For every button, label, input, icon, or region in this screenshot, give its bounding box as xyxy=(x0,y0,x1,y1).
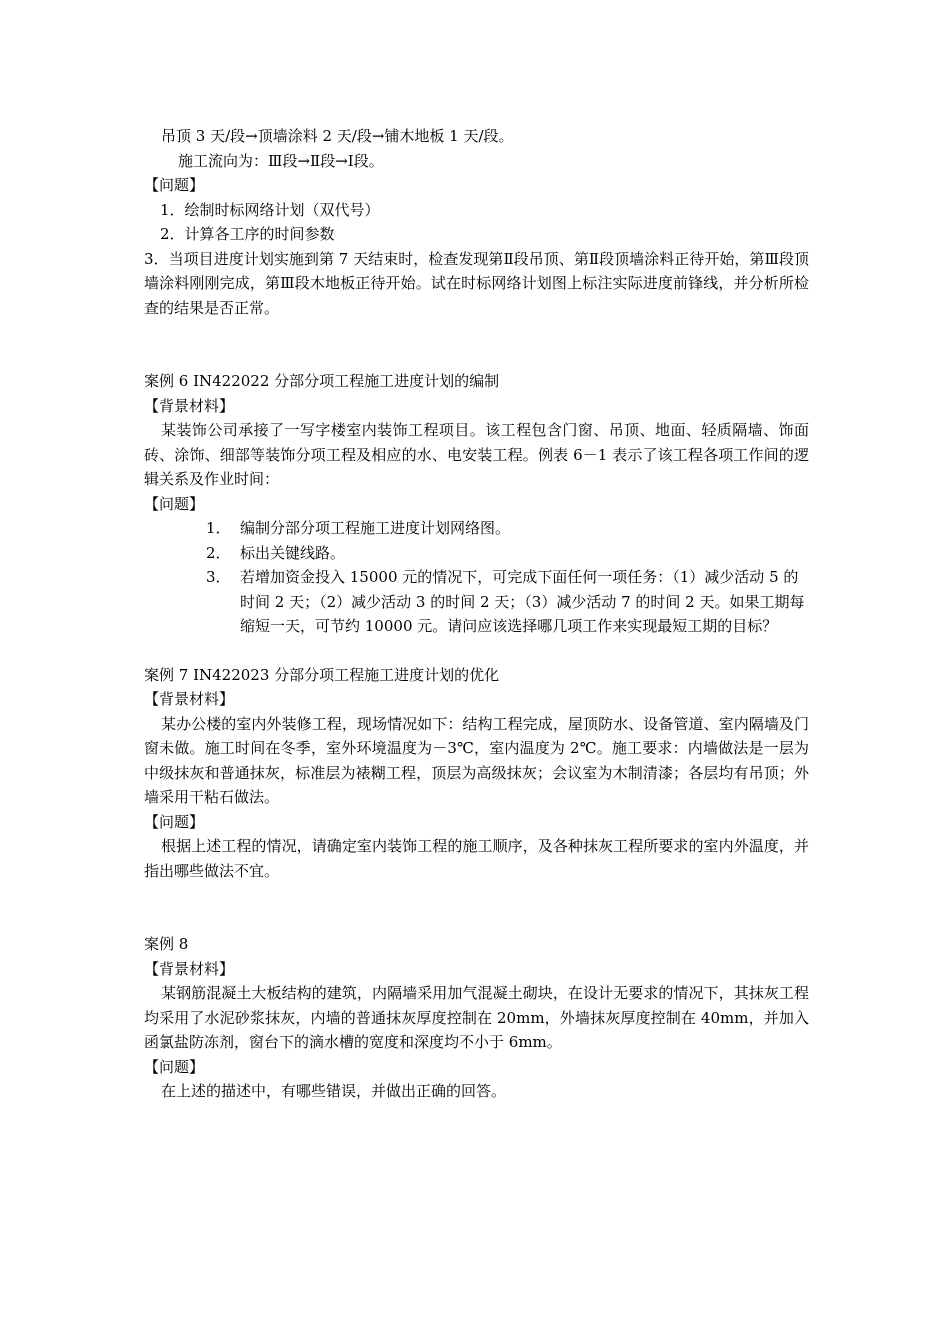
question-text: 根据上述工程的情况，请确定室内装饰工程的施工顺序，及各种抹灰工程所要求的室内外温度，并指出哪些做法不宜。 xyxy=(144,837,809,880)
question-text: 编制分部分项工程施工进度计划网络图。 xyxy=(240,519,511,537)
question-item: 3．当项目进度计划实施到第 7 天结束时，检查发现第Ⅱ段吊顶、第Ⅱ段顶墙涂料正待开始，第Ⅲ段顶墙涂料刚刚完成，第Ⅲ段木地板正待开始。试在时标网络计划图上标注实际进度前锋线，并分析所检查的结果是否正常。 xyxy=(144,249,809,317)
question-header: 【问题】 xyxy=(144,176,205,194)
question-text: 若增加资金投入 15000 元的情况下，可完成下面任何一项任务：（1）减少活动 5 的时间 2 天；（2）减少活动 3 的时间 2 天；（3）减少活动 7 的时间 2 天。如果工期每缩短一天，可节约 10000 元。请问应该选择哪几项工作来实现最短工期的目标？ xyxy=(240,568,805,635)
background-header: 【背景材料】 xyxy=(144,396,235,415)
question-number: 1． xyxy=(206,519,231,537)
background-header: 【背景材料】 xyxy=(144,690,235,708)
question-text: 标出关键线路。 xyxy=(240,543,346,562)
schedule-line: 吊顶 3 天/段→顶墙涂料 2 天/段→铺木地板 1 天/段。 xyxy=(161,127,514,145)
question-item xyxy=(206,516,809,541)
question-header: 【问题】 xyxy=(144,494,205,513)
document-body xyxy=(144,124,809,1104)
question-header: 【问题】 xyxy=(144,1057,205,1076)
background-text: 某钢筋混凝土大板结构的建筑，内隔墙采用加气混凝土砌块，在设计无要求的情况下，其抹灰工程均采用了水泥砂浆抹灰，内墙的普通抹灰厚度控制在 20mm，外墙抹灰厚度控制在 40mm，并加入函氯盐防冻剂，窗台下的滴水槽的宽度和深度均不小于 6mm。 xyxy=(144,984,809,1051)
question-item xyxy=(206,565,809,639)
case8-title: 案例 8 xyxy=(144,935,189,953)
question-item: 1．绘制时标网络计划（双代号） xyxy=(160,200,380,219)
background-header: 【背景材料】 xyxy=(144,959,235,978)
question-number: 2． xyxy=(206,543,231,562)
question-item xyxy=(206,541,809,566)
question-header: 【问题】 xyxy=(144,812,205,831)
case7-title: 案例 7 IN422023 分部分项工程施工进度计划的优化 xyxy=(144,665,500,684)
question-number: 3． xyxy=(206,568,231,586)
background-text: 某装饰公司承接了一写字楼室内装饰工程项目。该工程包含门窗、吊顶、地面、轻质隔墙、饰面砖、涂饰、细部等装饰分项工程及相应的水、电安装工程。例表 6－1 表示了该工程各项工作间的逻辑关系及作业时间： xyxy=(144,421,809,488)
question-list xyxy=(144,516,809,639)
question-item: 2．计算各工序的时间参数 xyxy=(160,225,335,243)
flow-direction-line: 施工流向为：Ⅲ段→Ⅱ段→Ⅰ段。 xyxy=(178,151,384,170)
question-text: 在上述的描述中，有哪些错误，并做出正确的回答。 xyxy=(161,1082,507,1100)
case6-title: 案例 6 IN422022 分部分项工程施工进度计划的编制 xyxy=(144,372,500,390)
background-text: 某办公楼的室内外装修工程，现场情况如下：结构工程完成，屋顶防水、设备管道、室内隔墙及门窗未做。施工时间在冬季，室外环境温度为－3℃，室内温度为 2℃。施工要求：内墙做法是一层为中级抹灰和普通抹灰，标准层为裱糊工程，顶层为高级抹灰；会议室为木制清漆；各层均有吊顶；外墙采用干粘石做法。 xyxy=(144,714,809,806)
